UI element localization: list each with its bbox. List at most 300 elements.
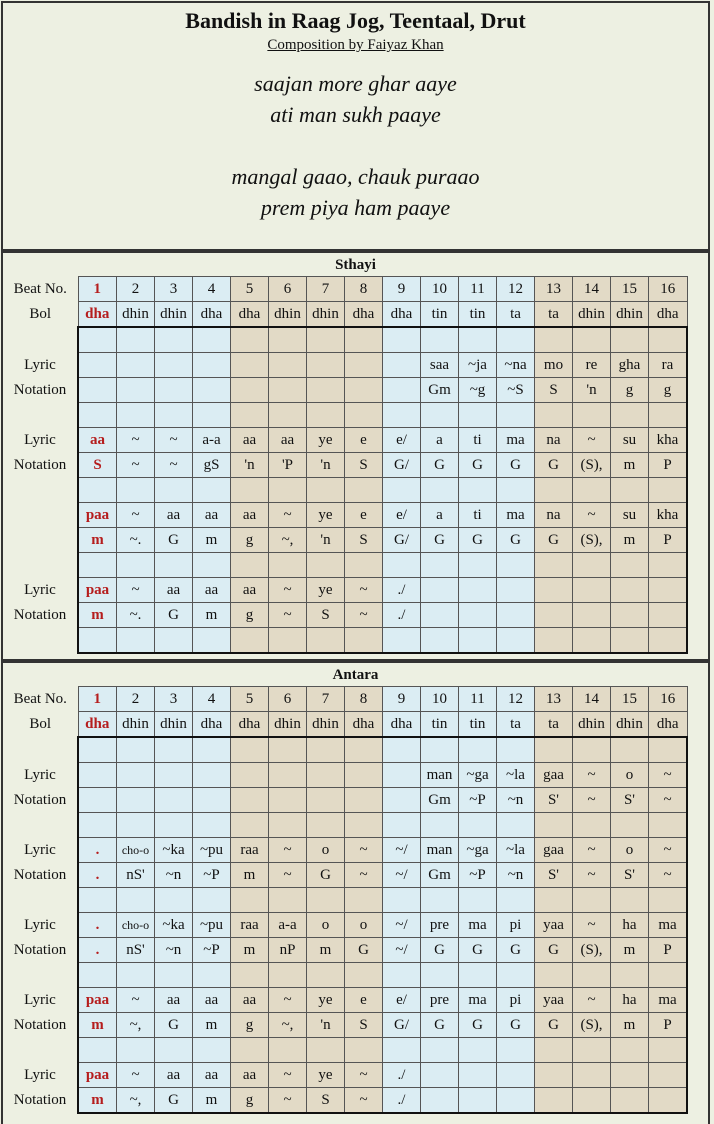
notation-cell [573,327,611,353]
row-label: Notation [3,1088,78,1114]
notation-cell [193,763,231,788]
notation-cell: ma [649,913,688,938]
bol-cell: dha [231,302,269,328]
notation-cell [611,628,649,654]
row-label [3,888,78,913]
notation-cell: m [611,1013,649,1038]
notation-cell: m [193,603,231,628]
notation-cell: P [649,528,688,553]
antara-notation-grid [3,686,688,1114]
notation-cell [459,737,497,763]
grid-row [3,453,687,478]
notation-cell [649,1038,688,1063]
notation-cell: ~. [117,528,155,553]
grid-row [3,1038,687,1063]
row-label: Notation [3,938,78,963]
notation-cell [193,888,231,913]
notation-cell: ~, [269,528,307,553]
notation-cell [155,403,193,428]
notation-cell [345,1038,383,1063]
bol-cell: dhin [269,712,307,738]
notation-cell: ~ [117,988,155,1013]
notation-cell: e [345,503,383,528]
notation-cell [649,1063,688,1088]
notation-cell: 'n [307,528,345,553]
notation-cell [231,403,269,428]
notation-cell [383,737,421,763]
notation-cell [535,813,573,838]
notation-cell [535,327,573,353]
notation-cell: a-a [193,428,231,453]
beat-number-cell: 10 [421,277,459,302]
notation-cell: G [497,938,535,963]
row-label: Lyric [3,763,78,788]
beat-number-cell: 9 [383,277,421,302]
notation-cell: ~ [155,453,193,478]
notation-cell [155,813,193,838]
notation-cell [649,813,688,838]
notation-cell [459,888,497,913]
notation-cell: ~ [269,988,307,1013]
notation-cell: a-a [269,913,307,938]
bol-cell: tin [421,712,459,738]
notation-cell [573,1038,611,1063]
notation-cell: ~ [649,788,688,813]
notation-cell [269,788,307,813]
notation-cell [611,578,649,603]
bol-cell: ta [497,302,535,328]
notation-cell [307,553,345,578]
notation-cell: ~ [117,578,155,603]
row-label: Lyric [3,1063,78,1088]
notation-cell: aa [155,988,193,1013]
notation-cell: ~ [573,788,611,813]
notation-cell: ~, [117,1013,155,1038]
notation-cell: ~la [497,763,535,788]
notation-cell: G/ [383,1013,421,1038]
notation-cell: raa [231,838,269,863]
bol-cell: dhin [155,302,193,328]
notation-cell [155,763,193,788]
notation-cell: 'P [269,453,307,478]
notation-cell [611,603,649,628]
notation-cell [231,737,269,763]
notation-cell [573,963,611,988]
row-label [3,628,78,654]
notation-cell: ~ka [155,913,193,938]
notation-cell: ~ [649,763,688,788]
notation-cell [307,737,345,763]
notation-cell: G [535,528,573,553]
notation-cell [649,578,688,603]
notation-cell [497,478,535,503]
notation-cell [383,813,421,838]
notation-cell [193,327,231,353]
notation-cell: ~n [155,938,193,963]
sthayi-section [1,251,710,661]
grid-row [3,938,687,963]
notation-cell [497,813,535,838]
notation-cell [421,553,459,578]
notation-cell: ~ [345,838,383,863]
lyrics-line: ati man sukh paaye [270,102,441,127]
bol-cell: dha [649,302,688,328]
notation-cell: ~/ [383,913,421,938]
bol-cell: dha [383,712,421,738]
notation-cell [345,813,383,838]
bol-cell: tin [459,712,497,738]
notation-cell: G [421,1013,459,1038]
notation-cell [497,1063,535,1088]
antara-section [1,661,710,1124]
notation-cell: ~g [459,378,497,403]
notation-cell [345,963,383,988]
notation-cell [193,813,231,838]
notation-cell [269,1038,307,1063]
section-title-sthayi: Sthayi [335,257,376,273]
notation-cell: P [649,453,688,478]
bol-cell: dhin [307,302,345,328]
beat-number-cell: 13 [535,277,573,302]
notation-cell [383,378,421,403]
notation-cell [78,963,117,988]
notation-cell: m [231,938,269,963]
notation-cell [421,628,459,654]
row-label: Lyric [3,838,78,863]
notation-cell [611,553,649,578]
beat-number-cell: 3 [155,687,193,712]
beat-number-cell: 15 [611,687,649,712]
section-title-antara: Antara [332,667,379,683]
notation-cell [459,578,497,603]
notation-cell [345,628,383,654]
notation-cell [78,353,117,378]
notation-cell [231,628,269,654]
grid-row [3,603,687,628]
notation-cell [383,628,421,654]
notation-cell [573,1063,611,1088]
notation-cell: ~la [497,838,535,863]
notation-cell [155,353,193,378]
notation-cell: o [611,763,649,788]
grid-row [3,428,687,453]
notation-cell [649,963,688,988]
grid-row [3,478,687,503]
notation-cell [421,963,459,988]
notation-cell: gS [193,453,231,478]
notation-cell [78,888,117,913]
notation-cell [269,478,307,503]
notation-cell [78,553,117,578]
notation-cell: S [78,453,117,478]
notation-cell: P [649,1013,688,1038]
notation-cell: S [307,1088,345,1114]
notation-cell: ~ [573,763,611,788]
notation-cell: aa [193,988,231,1013]
grid-row [3,403,687,428]
notation-cell [383,478,421,503]
notation-cell: aa [155,1063,193,1088]
notation-cell: ~, [269,1013,307,1038]
notation-cell [459,603,497,628]
notation-cell: m [78,528,117,553]
notation-cell: ~ [345,1063,383,1088]
notation-cell [421,403,459,428]
notation-cell [611,963,649,988]
notation-cell [421,478,459,503]
notation-cell: G [459,528,497,553]
notation-cell [573,603,611,628]
notation-cell: ma [459,988,497,1013]
notation-cell [193,403,231,428]
notation-cell [117,628,155,654]
beat-number-cell: 6 [269,687,307,712]
notation-cell [155,888,193,913]
beat-number-cell: 4 [193,687,231,712]
bol-cell: dha [193,712,231,738]
notation-cell: m [611,528,649,553]
notation-cell: G/ [383,453,421,478]
notation-cell: ~na [497,353,535,378]
notation-cell [78,813,117,838]
notation-cell: . [78,863,117,888]
row-label: Notation [3,863,78,888]
grid-row [3,302,687,328]
row-label [3,503,78,528]
notation-cell [649,1088,688,1114]
notation-cell [383,553,421,578]
bol-cell: ta [535,302,573,328]
notation-cell [345,788,383,813]
notation-cell: o [307,838,345,863]
notation-cell: ~/ [383,863,421,888]
notation-cell: ~. [117,603,155,628]
notation-cell: ye [307,988,345,1013]
notation-cell [421,1088,459,1114]
notation-cell: m [611,453,649,478]
notation-cell: ~ [649,838,688,863]
notation-cell [649,553,688,578]
bol-cell: ta [497,712,535,738]
notation-cell [345,378,383,403]
notation-cell: e [345,988,383,1013]
lyrics-line: mangal gaao, chauk puraao [231,164,480,189]
grid-row [3,788,687,813]
notation-cell [231,788,269,813]
notation-cell [535,628,573,654]
notation-cell: na [535,428,573,453]
grid-row [3,378,687,403]
notation-cell [269,963,307,988]
notation-cell: ~ [117,503,155,528]
notation-cell [383,1038,421,1063]
notation-cell: G/ [383,528,421,553]
notation-cell: G [459,938,497,963]
grid-row [3,1063,687,1088]
beat-number-cell: 10 [421,687,459,712]
notation-cell: G [459,1013,497,1038]
beat-number-cell: 9 [383,687,421,712]
notation-cell: paa [78,988,117,1013]
notation-cell [117,1038,155,1063]
beat-number-cell: 1 [78,277,117,302]
notation-cell [611,1038,649,1063]
row-label: Lyric [3,913,78,938]
notation-cell [611,1088,649,1114]
notation-cell [307,327,345,353]
notation-cell: aa [269,428,307,453]
composer-credit: Composition by Faiyaz Khan [267,37,444,53]
notation-cell [421,1038,459,1063]
notation-cell [459,553,497,578]
bol-cell: dha [78,712,117,738]
notation-cell: 'n [307,1013,345,1038]
notation-cell [421,813,459,838]
beat-number-cell: 5 [231,687,269,712]
row-label: Notation [3,378,78,403]
bol-cell: dhin [155,712,193,738]
bol-cell: dha [231,712,269,738]
notation-cell: a [421,428,459,453]
notation-cell: ye [307,1063,345,1088]
notation-cell [383,763,421,788]
bol-cell: ta [535,712,573,738]
notation-cell [535,1063,573,1088]
notation-cell [383,963,421,988]
notation-cell: aa [231,503,269,528]
notation-cell: ~/ [383,938,421,963]
notation-cell [497,628,535,654]
notation-cell [155,788,193,813]
row-label: Notation [3,453,78,478]
notation-cell: mo [535,353,573,378]
notation-cell: g [611,378,649,403]
notation-cell: (S), [573,938,611,963]
notation-cell [78,478,117,503]
notation-cell [497,1088,535,1114]
notation-cell [573,578,611,603]
notation-cell [269,763,307,788]
notation-cell [459,1063,497,1088]
notation-cell: ~pu [193,838,231,863]
notation-cell: m [78,1013,117,1038]
notation-cell [421,578,459,603]
notation-cell [307,403,345,428]
notation-cell [649,737,688,763]
notation-cell: Gm [421,788,459,813]
bol-cell: dhin [573,712,611,738]
notation-cell [535,603,573,628]
notation-cell: . [78,938,117,963]
row-label [3,403,78,428]
notation-cell: G [535,1013,573,1038]
beat-number-cell: 8 [345,277,383,302]
notation-cell [421,888,459,913]
notation-cell: g [231,603,269,628]
notation-cell: S [307,603,345,628]
notation-cell: ~n [155,863,193,888]
notation-cell [421,1063,459,1088]
notation-cell [269,737,307,763]
notation-cell: G [497,1013,535,1038]
notation-cell: G [345,938,383,963]
notation-cell [611,737,649,763]
notation-cell: ~P [193,863,231,888]
notation-cell [269,327,307,353]
notation-cell: ~ [345,1088,383,1114]
notation-cell: S [345,1013,383,1038]
notation-cell: ~ [573,913,611,938]
notation-cell: cho-o [117,838,155,863]
notation-cell [193,553,231,578]
notation-cell: gaa [535,838,573,863]
notation-cell: cho-o [117,913,155,938]
notation-cell [269,378,307,403]
beat-number-cell: 12 [497,277,535,302]
notation-cell [117,553,155,578]
notation-cell: S [345,528,383,553]
notation-cell [649,403,688,428]
grid-row [3,1088,687,1114]
notation-cell: G [459,453,497,478]
notation-cell [155,963,193,988]
notation-cell [345,403,383,428]
notation-cell: kha [649,428,688,453]
grid-row [3,277,687,302]
notation-cell [497,603,535,628]
notation-cell [307,888,345,913]
notation-cell: 'n [231,453,269,478]
row-label [3,553,78,578]
notation-cell [193,378,231,403]
notation-cell [117,813,155,838]
notation-cell: ma [497,428,535,453]
beat-number-cell: 11 [459,687,497,712]
row-label [3,327,78,353]
notation-cell [307,1038,345,1063]
notation-cell: G [535,453,573,478]
notation-cell [307,963,345,988]
grid-row [3,528,687,553]
notation-cell [307,813,345,838]
notation-cell: 'n [573,378,611,403]
notation-cell: m [193,1088,231,1114]
notation-cell [573,628,611,654]
notation-cell [345,353,383,378]
notation-cell: ~ [117,1063,155,1088]
notation-cell: ./ [383,1063,421,1088]
notation-cell [345,478,383,503]
notation-cell [535,578,573,603]
row-label [3,1038,78,1063]
notation-cell [231,963,269,988]
grid-row [3,553,687,578]
beat-number-cell: 1 [78,687,117,712]
notation-cell: ~ [269,578,307,603]
bol-cell: dha [78,302,117,328]
notation-cell: ma [649,988,688,1013]
bol-cell: dhin [117,712,155,738]
beat-number-cell: 12 [497,687,535,712]
notation-cell: ~n [497,788,535,813]
notation-cell [345,737,383,763]
notation-cell: nS' [117,863,155,888]
notation-cell: aa [78,428,117,453]
notation-cell [497,553,535,578]
grid-row [3,353,687,378]
row-label: Notation [3,1013,78,1038]
notation-cell [497,963,535,988]
